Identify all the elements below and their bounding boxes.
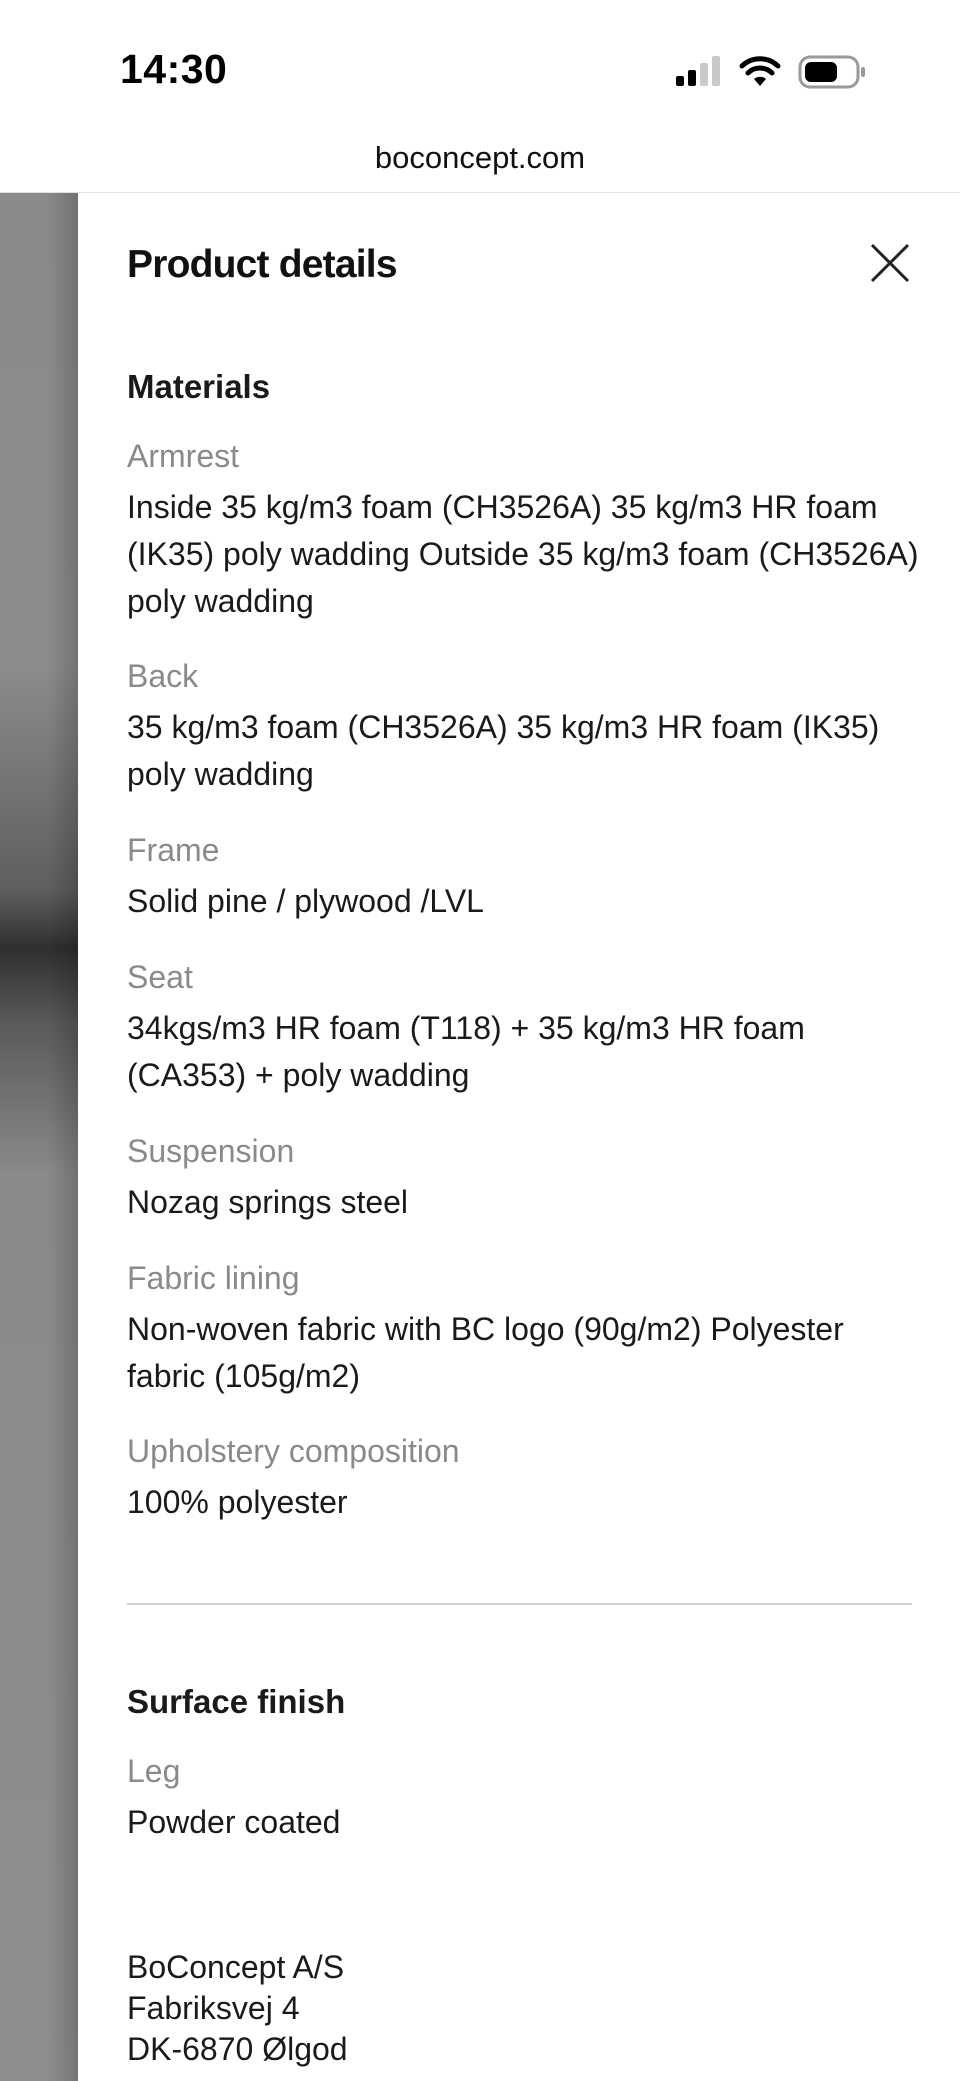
section-divider — [127, 1603, 912, 1605]
url-text[interactable]: boconcept.com — [374, 140, 586, 175]
value-suspension: Nozag springs steel — [127, 1184, 409, 1220]
value-back: 35 kg/m3 foam (CH3526A) 35 kg/m3 HR foam (IK35) poly wadding — [127, 709, 880, 792]
status-time: 14:30 — [120, 46, 228, 92]
label-seat: Seat — [127, 959, 193, 995]
value-fabric-lining: Non-woven fabric with BC logo (90g/m2) Polyester fabric (105g/m2) — [127, 1311, 844, 1394]
page-backdrop[interactable] — [0, 193, 78, 2081]
label-frame: Frame — [127, 832, 220, 868]
label-upholstery-composition: Upholstery composition — [127, 1433, 460, 1469]
address-line-3: DK-6870 Ølgod — [127, 2031, 348, 2067]
value-seat: 34kgs/m3 HR foam (T118) + 35 kg/m3 HR foam (CA353) + poly wadding — [127, 1010, 805, 1093]
product-details-panel — [78, 193, 960, 2081]
company-address — [127, 1947, 348, 2070]
value-frame: Solid pine / plywood /LVL — [127, 883, 484, 919]
value-leg: Powder coated — [127, 1804, 341, 1840]
address-line-1: BoConcept A/S — [127, 1949, 345, 1985]
status-bar — [0, 0, 960, 130]
label-suspension: Suspension — [127, 1133, 295, 1169]
panel-title: Product details — [127, 243, 397, 286]
wifi-icon — [742, 59, 778, 86]
url-bar[interactable] — [0, 130, 960, 193]
label-leg: Leg — [127, 1753, 181, 1789]
label-back: Back — [127, 658, 199, 694]
section-heading-surface-finish: Surface finish — [127, 1683, 346, 1720]
battery-icon — [800, 57, 865, 87]
value-upholstery-composition: 100% polyester — [127, 1484, 348, 1520]
label-fabric-lining: Fabric lining — [127, 1260, 300, 1296]
label-armrest: Armrest — [127, 438, 239, 474]
address-line-2: Fabriksvej 4 — [127, 1990, 300, 2026]
value-armrest: Inside 35 kg/m3 foam (CH3526A) 35 kg/m3 HR foam (IK35) poly wadding Outside 35 kg/m3 foam (CH3526A) poly wadding — [127, 489, 919, 619]
close-icon — [868, 241, 912, 285]
status-icons — [668, 52, 878, 92]
section-heading-materials: Materials — [127, 368, 271, 405]
cellular-signal-icon — [676, 56, 720, 86]
close-button[interactable] — [868, 241, 912, 285]
